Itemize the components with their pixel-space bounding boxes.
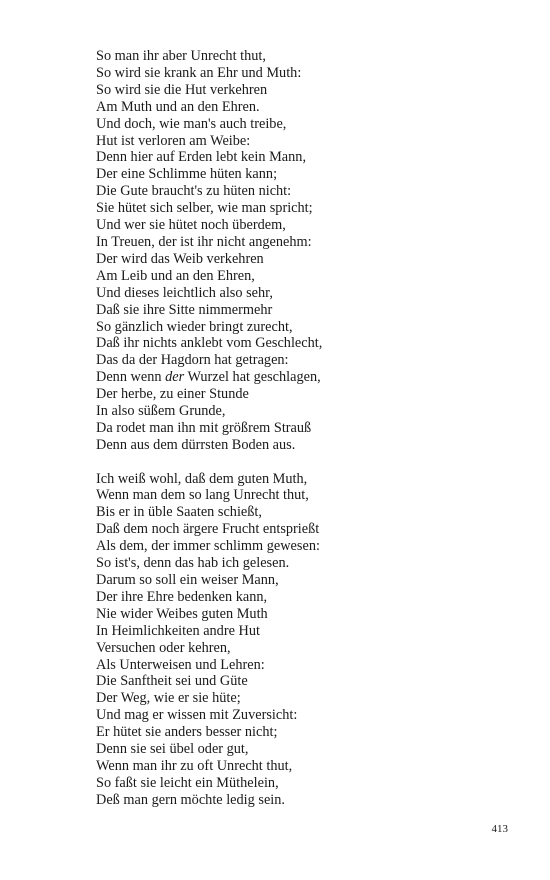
verse-line: Am Muth und an den Ehren.	[96, 98, 260, 115]
verse-line: In also süßem Grunde,	[96, 403, 226, 420]
verse-line: Bis er in üble Saaten schießt,	[96, 504, 262, 521]
verse-line: So faßt sie leicht ein Müthelein,	[96, 774, 279, 791]
stanza	[96, 48, 496, 454]
verse-line: So wird sie krank an Ehr und Muth:	[96, 64, 302, 81]
verse-line: Und doch, wie man's auch treibe,	[96, 115, 287, 132]
verse-line: Wenn man dem so lang Unrecht thut,	[96, 487, 309, 504]
verse-line: Und mag er wissen mit Zuversicht:	[96, 707, 298, 724]
verse-line-segment: Denn wenn	[96, 369, 166, 386]
verse-line: Darum so soll ein weiser Mann,	[96, 571, 279, 588]
verse-line: Nie wider Weibes guten Muth	[96, 605, 268, 622]
verse-line: Daß sie ihre Sitte nimmermehr	[96, 301, 273, 318]
verse-line: In Treuen, der ist ihr nicht angenehm:	[96, 233, 312, 250]
verse-line: Denn hier auf Erden lebt kein Mann,	[96, 149, 307, 166]
verse-line: Daß dem noch ärgere Frucht entsprießt	[96, 521, 320, 538]
verse-line: Und dieses leichtlich also sehr,	[96, 284, 273, 301]
verse-line: Denn aus dem dürrsten Boden aus.	[96, 436, 296, 453]
verse-line: In Heimlichkeiten andre Hut	[96, 622, 260, 639]
verse-line: Der eine Schlimme hüten kann;	[96, 166, 278, 183]
stanza	[96, 471, 496, 809]
verse-line: So man ihr aber Unrecht thut,	[96, 48, 266, 64]
verse-line: Wenn man ihr zu oft Unrecht thut,	[96, 757, 293, 774]
verse-line: Deß man gern möchte ledig sein.	[96, 791, 285, 808]
verse-line-segment: Wurzel hat geschlagen,	[184, 369, 321, 386]
verse-line: Am Leib und an den Ehren,	[96, 267, 255, 284]
emphasized-word: der	[165, 369, 185, 386]
verse-line: So gänzlich wieder bringt zurecht,	[96, 318, 293, 335]
verse-line: Ich weiß wohl, daß dem guten Muth,	[96, 470, 308, 487]
verse-line: Hut ist verloren am Weibe:	[96, 132, 251, 149]
verse-line: So ist's, denn das hab ich gelesen.	[96, 555, 290, 572]
verse-line: Das da der Hagdorn hat getragen:	[96, 352, 289, 369]
verse-line: Der herbe, zu einer Stunde	[96, 386, 249, 403]
verse-line	[96, 369, 496, 386]
verse-line: Daß ihr nichts anklebt vom Geschlecht,	[96, 335, 323, 352]
verse-line: Die Sanftheit sei und Güte	[96, 673, 248, 690]
verse-line: Und wer sie hütet noch überdem,	[96, 217, 286, 234]
verse-line: Da rodet man ihn mit größrem Strauß	[96, 419, 312, 436]
poem-text	[96, 48, 496, 809]
verse-line: Versuchen oder kehren,	[96, 639, 231, 656]
verse-line: Der Weg, wie er sie hüte;	[96, 690, 241, 707]
verse-line: Sie hütet sich selber, wie man spricht;	[96, 200, 313, 217]
verse-line: So wird sie die Hut verkehren	[96, 81, 268, 98]
verse-line: Der wird das Weib verkehren	[96, 250, 264, 267]
verse-line: Denn sie sei übel oder gut,	[96, 741, 249, 758]
page-number: 413	[491, 823, 508, 835]
verse-line: Die Gute braucht's zu hüten nicht:	[96, 183, 292, 200]
verse-line: Als Unterweisen und Lehren:	[96, 656, 265, 673]
verse-line: Er hütet sie anders besser nicht;	[96, 724, 278, 741]
verse-line: Als dem, der immer schlimm gewesen:	[96, 538, 320, 555]
verse-line: Der ihre Ehre bedenken kann,	[96, 588, 268, 605]
